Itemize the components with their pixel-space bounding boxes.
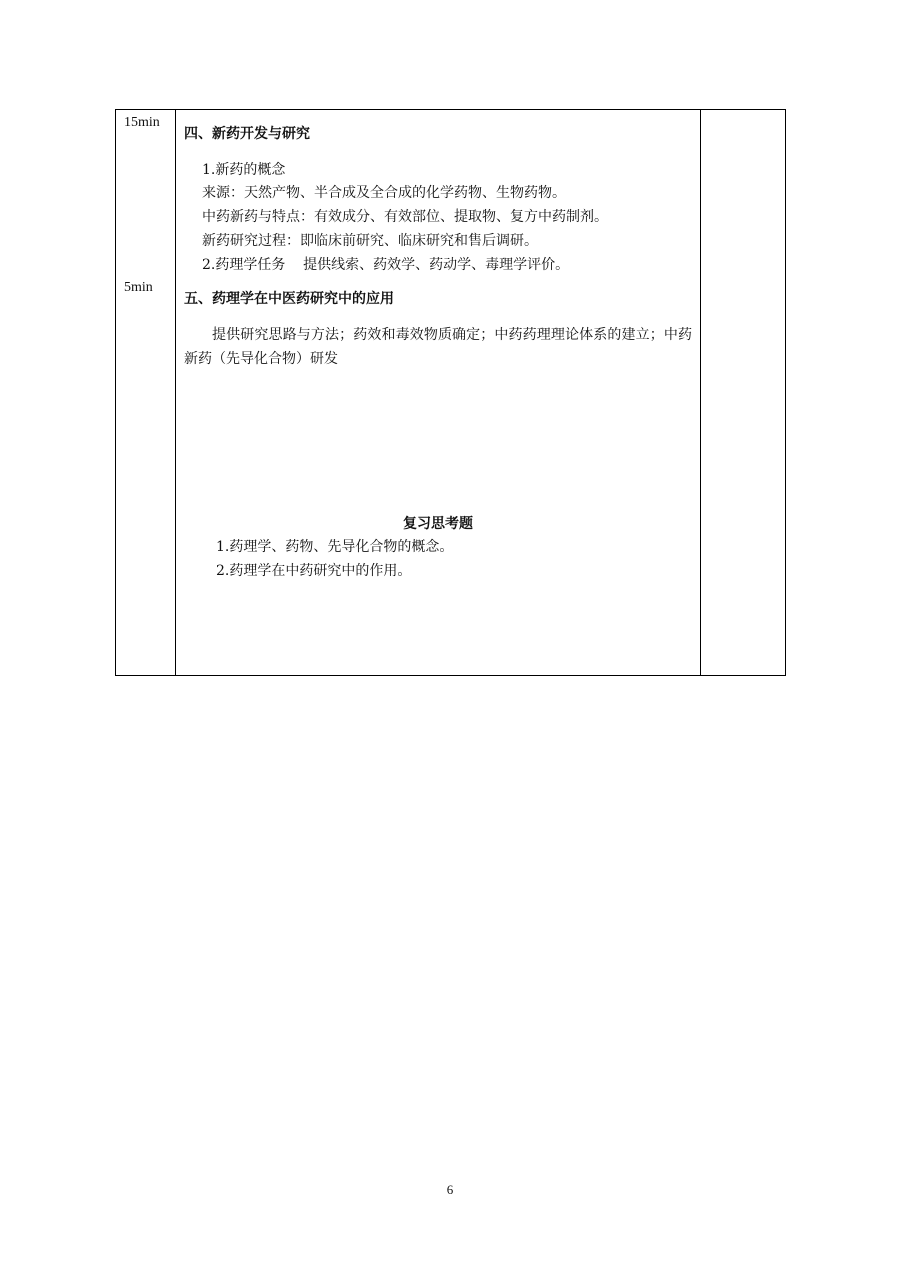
section5-paragraph: 提供研究思路与方法；药效和毒效物质确定；中药药理理论体系的建立；中药新药（先导化合物）研发 [184, 327, 692, 367]
page-number: 6 [446, 1182, 454, 1197]
review-title: 复习思考题 [403, 516, 473, 532]
lesson-table [115, 109, 786, 676]
section4-line-5: 2.药理学任务 提供线索、药效学、药动学、毒理学评价。 [202, 257, 570, 273]
time-label-first: 15min [124, 115, 160, 130]
review-question-1: 1.药理学、药物、先导化合物的概念。 [216, 539, 454, 555]
section4-line-2: 来源：天然产物、半合成及全合成的化学药物、生物药物。 [202, 185, 566, 201]
section5-heading: 五、药理学在中医药研究中的应用 [184, 291, 394, 307]
review-question-2: 2.药理学在中药研究中的作用。 [216, 563, 412, 579]
section4-line-3: 中药新药与特点：有效成分、有效部位、提取物、复方中药制剂。 [202, 209, 608, 225]
section4-line-1: 1.新药的概念 [202, 162, 286, 178]
time-label-second: 5min [124, 280, 153, 295]
section4-line-4: 新药研究过程：即临床前研究、临床研究和售后调研。 [202, 233, 538, 249]
section4-heading: 四、新药开发与研究 [184, 126, 310, 142]
time-column-divider [175, 110, 176, 675]
